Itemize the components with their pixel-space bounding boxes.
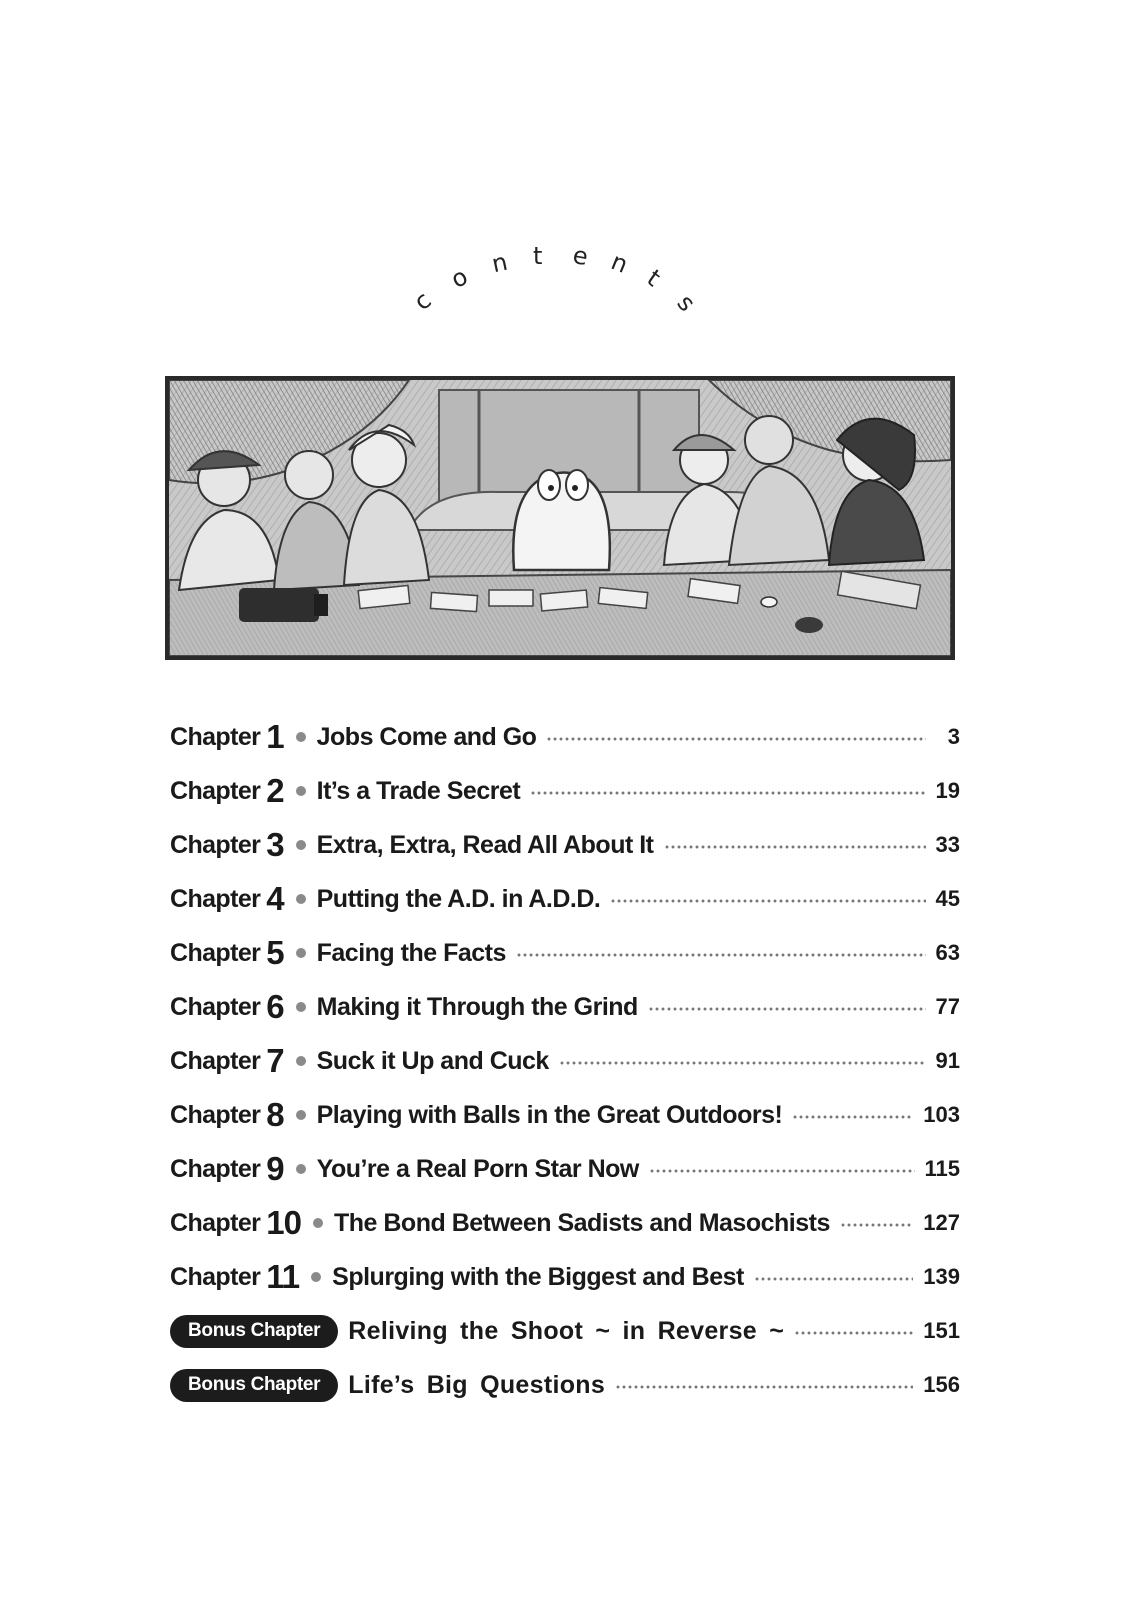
heading-letter: t bbox=[641, 263, 666, 293]
dot-leader bbox=[530, 791, 925, 795]
chapter-number: 11 bbox=[266, 1258, 300, 1295]
chapter-number: 5 bbox=[266, 934, 284, 971]
chapter-title: Extra, Extra, Read All About It bbox=[316, 830, 654, 859]
page-number: 45 bbox=[935, 886, 960, 911]
heading-letter: s bbox=[671, 289, 702, 317]
chapter-number: 9 bbox=[266, 1150, 284, 1187]
page-number: 115 bbox=[924, 1156, 960, 1181]
dot-leader bbox=[610, 899, 925, 903]
chapter-title: The Bond Between Sadists and Masochists bbox=[333, 1208, 830, 1237]
chapter-title: You’re a Real Porn Star Now bbox=[316, 1154, 639, 1183]
toc-row-chapter-6[interactable] bbox=[170, 980, 960, 1034]
toc-row-chapter-4[interactable] bbox=[170, 872, 960, 926]
page-number: 151 bbox=[923, 1318, 960, 1343]
page-number: 63 bbox=[935, 940, 960, 965]
table-of-contents bbox=[170, 710, 960, 1412]
chapter-label: Chapter bbox=[170, 1154, 261, 1183]
chapter-title: Playing with Balls in the Great Outdoors! bbox=[316, 1100, 783, 1129]
dot-leader bbox=[664, 845, 926, 849]
manga-scene-image bbox=[165, 376, 955, 660]
chapter-label: Chapter bbox=[170, 1208, 261, 1237]
bonus-chapter-title: Life’s Big Questions bbox=[348, 1370, 606, 1399]
toc-row-chapter-1[interactable] bbox=[170, 710, 960, 764]
dot-leader bbox=[792, 1115, 913, 1119]
bonus-chapter-badge: Bonus Chapter bbox=[170, 1315, 338, 1348]
page-number: 127 bbox=[923, 1210, 960, 1235]
chapter-label: Chapter bbox=[170, 830, 261, 859]
page-number: 19 bbox=[935, 778, 960, 803]
chapter-title: Putting the A.D. in A.D.D. bbox=[316, 884, 601, 913]
chapter-label: Chapter bbox=[170, 1046, 261, 1075]
chapter-number: 2 bbox=[266, 772, 284, 809]
page-number: 156 bbox=[923, 1372, 960, 1397]
heading-letter: o bbox=[446, 262, 472, 294]
dot-leader bbox=[754, 1277, 913, 1281]
chapter-number: 3 bbox=[266, 826, 284, 863]
chapter-title: Suck it Up and Cuck bbox=[316, 1046, 549, 1075]
dot-leader bbox=[615, 1385, 913, 1389]
chapter-label: Chapter bbox=[170, 722, 261, 751]
heading-letter: t bbox=[533, 242, 543, 270]
chapter-number: 10 bbox=[266, 1204, 301, 1241]
chapter-number: 4 bbox=[266, 880, 284, 917]
chapter-label: Chapter bbox=[170, 884, 261, 913]
bullet-icon bbox=[296, 786, 306, 796]
chapter-label: Chapter bbox=[170, 1100, 261, 1129]
bullet-icon bbox=[296, 1002, 306, 1012]
chapter-title: Facing the Facts bbox=[316, 938, 506, 967]
chapter-number: 7 bbox=[266, 1042, 284, 1079]
dot-leader bbox=[649, 1169, 915, 1173]
chapter-number: 6 bbox=[266, 988, 284, 1025]
chapter-number: 1 bbox=[266, 718, 284, 755]
page-number: 3 bbox=[947, 724, 960, 749]
chapter-label: Chapter bbox=[170, 776, 261, 805]
heading-letter: n bbox=[489, 247, 510, 279]
heading-letter: e bbox=[570, 240, 591, 272]
page-number: 91 bbox=[935, 1048, 960, 1073]
dot-leader bbox=[840, 1223, 913, 1227]
bullet-icon bbox=[311, 1272, 321, 1282]
page-number: 77 bbox=[935, 994, 960, 1019]
page-number: 103 bbox=[923, 1102, 960, 1127]
dot-leader bbox=[546, 737, 926, 741]
dot-leader bbox=[559, 1061, 926, 1065]
chapter-title: Splurging with the Biggest and Best bbox=[332, 1262, 744, 1291]
toc-row-chapter-10[interactable] bbox=[170, 1196, 960, 1250]
manga-scene-drawing bbox=[169, 380, 951, 656]
toc-row-chapter-8[interactable] bbox=[170, 1088, 960, 1142]
dot-leader bbox=[516, 953, 926, 957]
toc-row-chapter-9[interactable] bbox=[170, 1142, 960, 1196]
chapter-label: Chapter bbox=[170, 1262, 261, 1291]
chapter-title: Making it Through the Grind bbox=[316, 992, 638, 1021]
bonus-chapter-title: Reliving the Shoot ~ in Reverse ~ bbox=[348, 1316, 785, 1345]
bullet-icon bbox=[296, 840, 306, 850]
dot-leader bbox=[648, 1007, 926, 1011]
bullet-icon bbox=[296, 732, 306, 742]
bullet-icon bbox=[296, 1164, 306, 1174]
dot-leader bbox=[794, 1331, 913, 1335]
chapter-number: 8 bbox=[266, 1096, 284, 1133]
page-number: 33 bbox=[935, 832, 960, 857]
bullet-icon bbox=[296, 894, 306, 904]
toc-row-chapter-7[interactable] bbox=[170, 1034, 960, 1088]
contents-heading bbox=[0, 0, 1139, 340]
chapter-title: Jobs Come and Go bbox=[316, 722, 537, 751]
toc-row-chapter-3[interactable] bbox=[170, 818, 960, 872]
toc-row-chapter-11[interactable] bbox=[170, 1250, 960, 1304]
heading-letter: n bbox=[607, 247, 632, 279]
chapter-label: Chapter bbox=[170, 992, 261, 1021]
toc-row-chapter-2[interactable] bbox=[170, 764, 960, 818]
page-number: 139 bbox=[923, 1264, 960, 1289]
toc-row-bonus-1[interactable] bbox=[170, 1304, 960, 1358]
chapter-label: Chapter bbox=[170, 938, 261, 967]
heading-letter: c bbox=[408, 286, 437, 316]
bullet-icon bbox=[296, 1110, 306, 1120]
bonus-chapter-badge: Bonus Chapter bbox=[170, 1369, 338, 1402]
bullet-icon bbox=[296, 1056, 306, 1066]
bullet-icon bbox=[296, 948, 306, 958]
bullet-icon bbox=[313, 1218, 323, 1228]
toc-row-chapter-5[interactable] bbox=[170, 926, 960, 980]
chapter-title: It’s a Trade Secret bbox=[316, 776, 521, 805]
toc-row-bonus-2[interactable] bbox=[170, 1358, 960, 1412]
